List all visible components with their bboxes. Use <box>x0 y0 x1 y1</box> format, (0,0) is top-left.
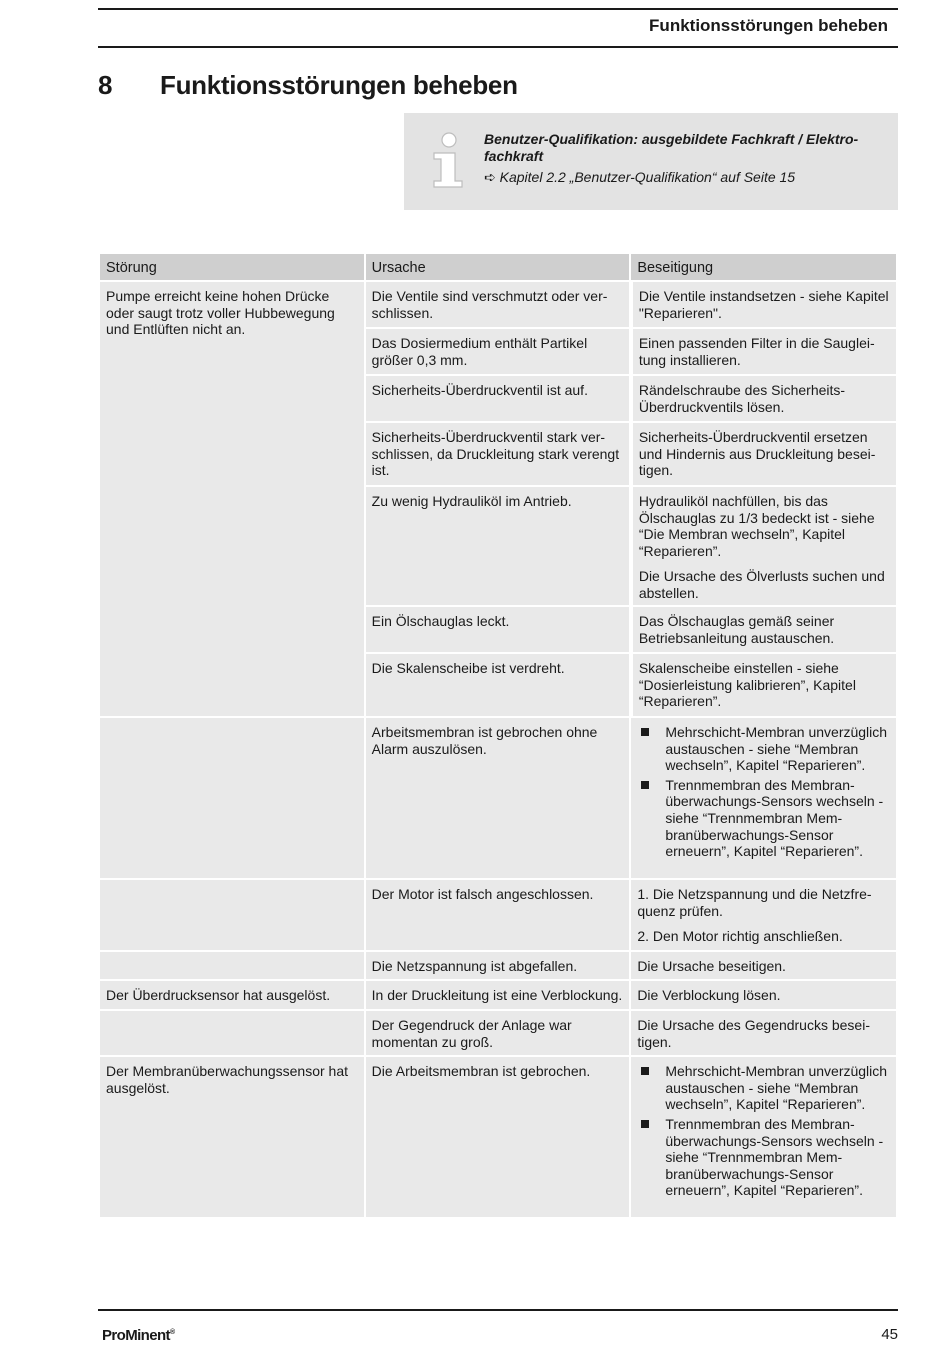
fault-cell: Pumpe erreicht keine hohen Drücke oder saugt trotz voller Hubbewegung und Entlüften nicht an. <box>100 282 364 716</box>
remedy-cell: Das Ölschauglas gemäß seiner Betriebsanleitung austauschen. <box>633 607 896 652</box>
remedy-cell <box>631 880 896 950</box>
table-header-row <box>100 254 896 280</box>
remedy-bullet: Trennmembran des Membranüberwachungs-Sensors wechseln - siehe “Trennmembran Membranüberwachungs-Sensor erneuern”, Kapitel “Reparieren”. <box>637 1116 890 1199</box>
cause-cell: Arbeitsmembran ist gebrochen ohne Alarm auszulösen. <box>366 718 630 878</box>
remedy-step: 2. Den Motor richtig anschließen. <box>637 928 843 945</box>
table-row <box>366 423 896 487</box>
chapter-number: 8 <box>98 70 113 100</box>
chapter-reference[interactable] <box>484 169 879 186</box>
remedy-cell: Rändelschraube des Sicherheits-Überdruckventils lösen. <box>633 376 896 421</box>
cause-cell: Ein Ölschauglas leckt. <box>366 607 629 652</box>
chapter-heading <box>98 70 518 101</box>
prominent-logo: ProMinent® <box>102 1327 175 1344</box>
fault-cell: Der Membranüberwachungssensor hat ausgelöst. <box>100 1057 364 1217</box>
table-row <box>366 282 896 329</box>
cause-remedy-group <box>366 282 896 716</box>
cause-cell: Sicherheits-Überdruckventil stark verschlissen, da Druckleitung stark verengt ist. <box>366 423 629 485</box>
remedy-bullet: Trennmembran des Membranüberwachungs-Sensors wechseln - siehe “Trennmembran Membranüberwachungs-Sensor erneuern”, Kapitel “Reparieren”. <box>637 777 890 860</box>
cause-cell: Die Netzspannung ist abgefallen. <box>366 952 630 980</box>
table-row <box>100 880 896 950</box>
remedy-paragraph: Hydrauliköl nachfüllen, bis das Ölschauglas zu 1/3 bedeckt ist - siehe “Die Membran wechseln”, Kapitel “Reparieren”. <box>638 493 875 559</box>
fault-cell <box>100 718 364 878</box>
table-row <box>366 607 896 654</box>
remedy-bullet: Mehrschicht-Membran unverzüglich austauschen - siehe “Membran wechseln”, Kapitel “Reparieren”. <box>637 724 890 774</box>
remedy-cell: Die Ursache des Gegendrucks beseitigen. <box>631 1011 896 1055</box>
cause-cell: Zu wenig Hydrauliköl im Antrieb. <box>366 487 629 605</box>
remedy-cell: Einen passenden Filter in die Saugleitung installieren. <box>633 329 896 374</box>
bullet-square-icon <box>641 728 649 736</box>
cause-cell: In der Druckleitung ist eine Verblockung. <box>366 981 630 1009</box>
page-number: 45 <box>881 1326 898 1343</box>
running-header-title: Funktionsstörungen beheben <box>649 16 888 35</box>
remedy-cell: Sicherheits-Überdruckventil ersetzen und Hindernis aus Druckleitung beseitigen. <box>633 423 896 485</box>
column-header-stoerung: Störung <box>100 254 364 280</box>
info-icon <box>428 131 468 191</box>
remedy-bullet: Mehrschicht-Membran unverzüglich austauschen - siehe “Membran wechseln”, Kapitel “Reparieren”. <box>637 1063 890 1113</box>
remedy-cell: Die Verblockung lösen. <box>631 981 896 1009</box>
bullet-square-icon <box>641 1067 649 1075</box>
cause-cell: Sicherheits-Überdruckventil ist auf. <box>366 376 629 421</box>
cause-cell: Das Dosiermedium enthält Partikel größer 0,3 mm. <box>366 329 629 374</box>
cause-cell: Der Motor ist falsch angeschlossen. <box>366 880 630 950</box>
remedy-cell: Skalenscheibe einstellen - siehe “Dosierleistung kalibrieren”, Kapitel “Reparieren”. <box>633 654 896 716</box>
cause-cell: Die Ventile sind verschmutzt oder verschlissen. <box>366 282 629 327</box>
table-row <box>100 952 896 980</box>
column-header-beseitigung: Beseitigung <box>631 254 896 280</box>
fault-cell <box>100 952 364 980</box>
table-row <box>100 718 896 878</box>
remedy-cell <box>633 487 896 605</box>
table-row <box>100 1057 896 1217</box>
table-row <box>366 487 896 607</box>
reference-text: Kapitel 2.2 „Benutzer-Qualifikation“ auf Seite 15 <box>499 169 796 185</box>
table-row <box>366 654 896 716</box>
bullet-square-icon <box>641 1120 649 1128</box>
table-row <box>100 282 896 716</box>
reference-arrow-icon: ➪ <box>484 169 496 185</box>
remedy-cell: Die Ursache beseitigen. <box>631 952 896 980</box>
table-row <box>100 1011 896 1055</box>
cause-cell: Der Gegendruck der Anlage war momentan zu groß. <box>366 1011 630 1055</box>
table-row <box>366 329 896 376</box>
qualification-note <box>404 113 898 210</box>
column-header-ursache: Ursache <box>366 254 630 280</box>
table-row <box>100 981 896 1009</box>
cause-cell: Die Skalenscheibe ist verdreht. <box>366 654 629 716</box>
fault-cell <box>100 880 364 950</box>
cause-cell: Die Arbeitsmembran ist gebrochen. <box>366 1057 630 1217</box>
user-qualification: Benutzer-Qualifikation: ausgebildete Fachkraft / Elektrofachkraft <box>484 131 859 164</box>
remedy-cell <box>631 1057 896 1217</box>
remedy-paragraph: Die Ursache des Ölverlusts suchen und abstellen. <box>638 568 885 601</box>
header-rule-bottom <box>98 46 898 48</box>
fault-cell: Der Überdrucksensor hat ausgelöst. <box>100 981 364 1009</box>
footer-rule <box>98 1309 898 1311</box>
note-text <box>484 131 879 186</box>
remedy-cell <box>631 718 896 878</box>
bullet-square-icon <box>641 781 649 789</box>
fault-cell <box>100 1011 364 1055</box>
table-row <box>366 376 896 423</box>
remedy-cell: Die Ventile instandsetzen - siehe Kapitel "Reparieren". <box>633 282 896 327</box>
header-rule-top <box>98 8 898 10</box>
remedy-step: 1. Die Netzspannung und die Netzfrequenz prüfen. <box>637 886 872 919</box>
chapter-title: Funktionsstörungen beheben <box>160 70 518 100</box>
troubleshooting-table <box>98 252 898 1219</box>
